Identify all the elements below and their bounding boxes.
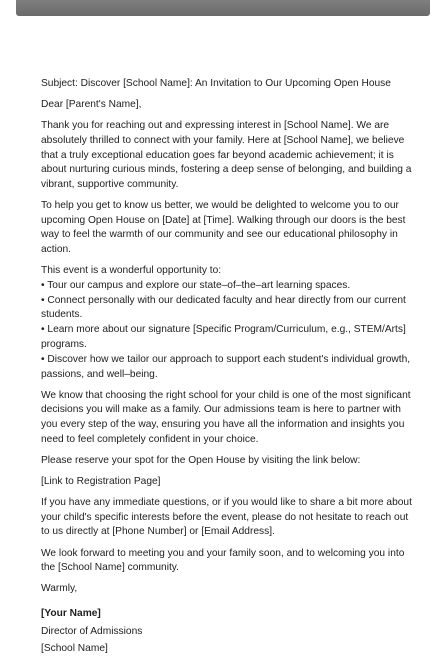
letter-greeting: Dear [Parent's Name], [41,99,142,111]
list-item: • Discover how we tailor our approach to support each student's individual growth, passions, and well–being. [41,354,411,380]
signature-name: [Your Name] [41,607,101,619]
letter-paragraph-intro: Thank you for reaching out and expressing interest in [School Name]. We are absolutely thrilled to connect with your family. Here at [School Name], we believe that a truly exceptional education goes far beyond academic achievement; it is about nurturing curious minds, fostering a deep sense of belonging, and building a vibrant, supportive community. [41,120,412,190]
registration-link: [Link to Registration Page] [41,475,161,487]
letter-paragraph-questions: If you have any immediate questions, or if you would like to share a bit more about your child's specific interests before the event, please do not hesitate to reach out to us directly at [Phone Number] or [Email Address]. [41,497,412,538]
reserve-text: Please reserve your spot for the Open House by visiting the link below: [41,454,361,466]
letter-paragraph-open-house: To help you get to know us better, we would be delighted to welcome you to our upcoming Open House on [Date] at [Time]. Walking through our doors is the best way to feel the warmth of our community and see our educational philosophy in action. [41,199,406,255]
letter-paragraph-welcome: We look forward to meeting you and your family soon, and to welcoming you into the [School Name] community. [41,547,405,574]
signature-title: Director of Admissions [41,625,143,637]
letter-paragraph-decision: We know that choosing the right school for your child is one of the most significant decisions you will make as a family. Our admissions team is here to partner with you every step of the way, ensuring you have all the information and insights you need to feel completely confident in your choice. [41,389,411,445]
list-item: • Learn more about our signature [Specific Program/Curriculum, e.g., STEM/Arts] programs. [41,324,406,351]
opportunity-list [41,279,413,382]
list-item: • Tour our campus and explore our state–of–the–art learning spaces. [41,279,351,291]
window-top-bar [16,0,430,16]
opportunity-intro: This event is a wonderful opportunity to: [41,264,222,276]
letter-subject: Subject: Discover [School Name]: An Invitation to Our Upcoming Open House [41,78,391,89]
signature-school: [School Name] [41,643,108,655]
list-item: • Connect personally with our dedicated faculty and hear directly from our current students. [41,294,406,321]
letter-body [41,77,413,657]
letter-closing: Warmly, [41,583,78,595]
